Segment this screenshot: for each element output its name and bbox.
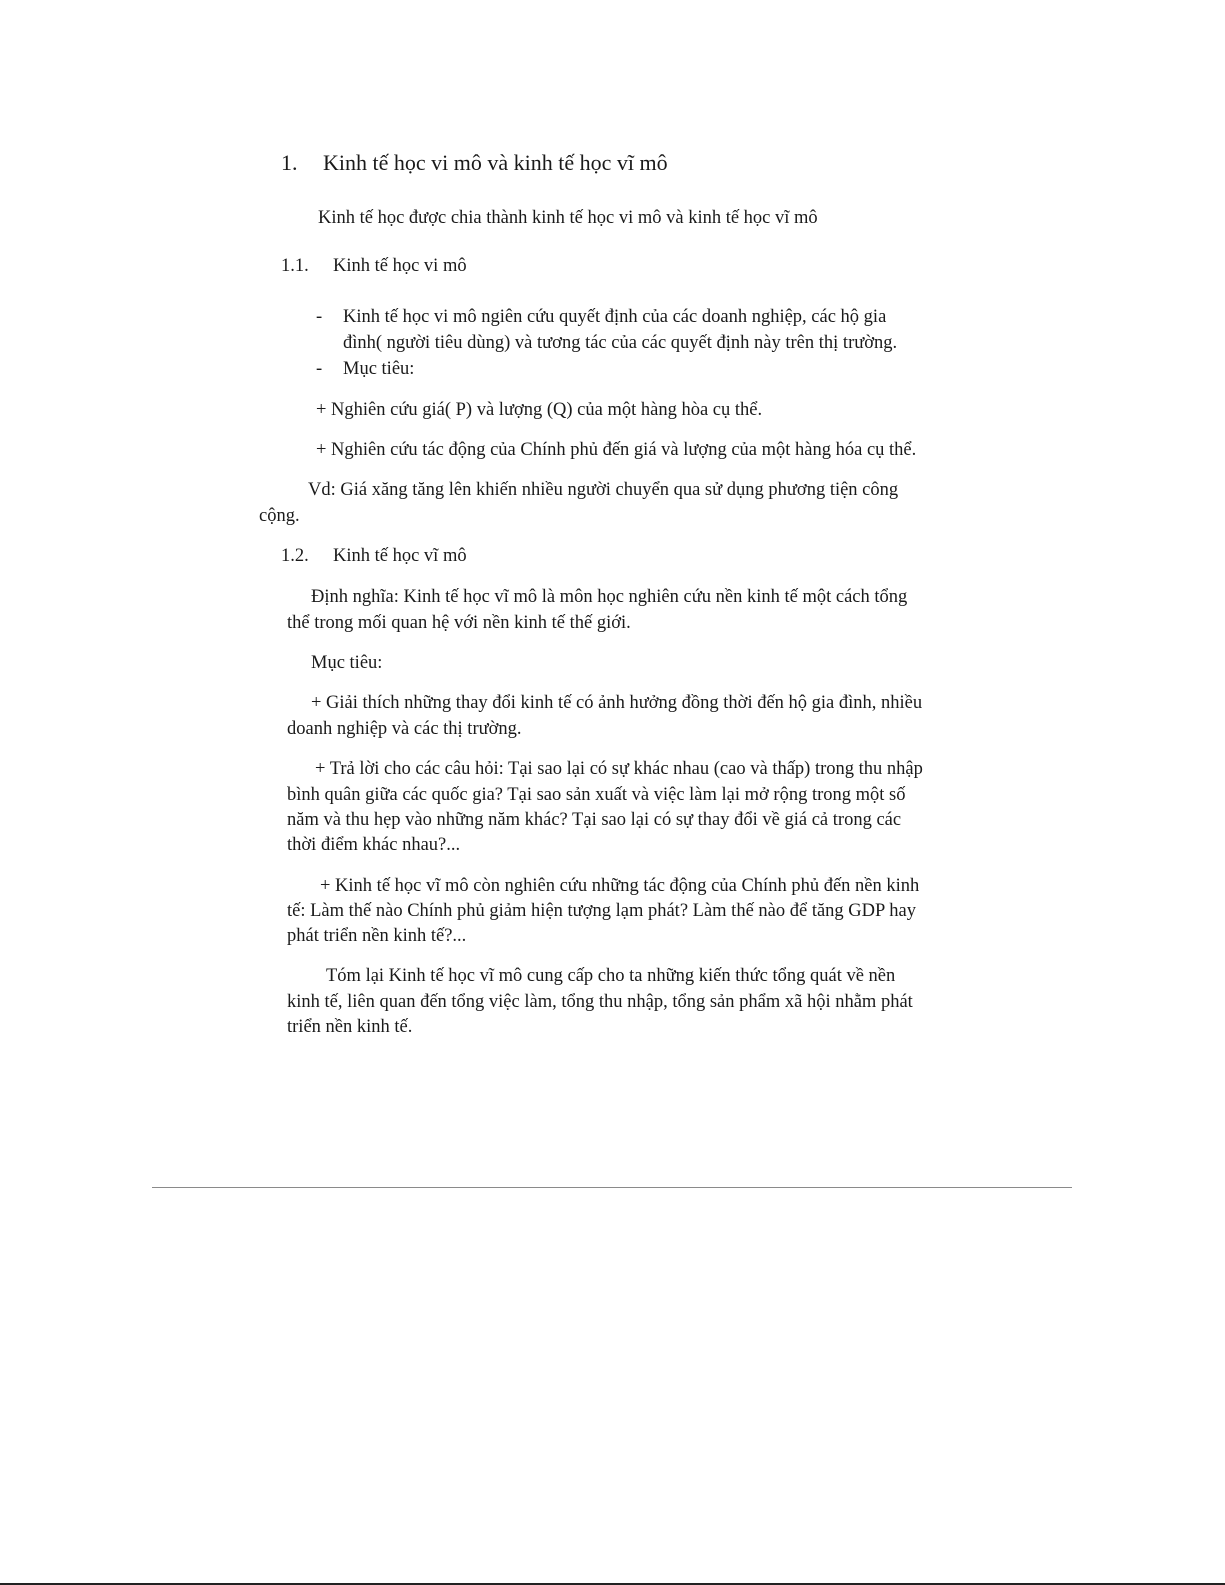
heading-1-text: Kinh tế học vi mô và kinh tế học vĩ mô [323, 150, 668, 175]
bullet-mark-1: - [316, 307, 323, 327]
macro-goal-2-line-2: bình quân giữa các quốc gia? Tại sao sản xuất và việc làm lại mở rộng trong một số [287, 785, 906, 805]
macro-goal-3-line-1: + Kinh tế học vĩ mô còn nghiên cứu những tác động của Chính phủ đến nền kinh [320, 876, 920, 896]
example-line-2: cộng. [259, 506, 300, 526]
macro-goals-label: Mục tiêu: [311, 653, 383, 673]
macro-goal-2-line-4: thời điểm khác nhau?... [287, 835, 461, 855]
section-1-2-title: Kinh tế học vĩ mô [333, 546, 467, 566]
heading-1 [281, 148, 668, 178]
bullet-mark-2: - [316, 359, 323, 379]
bullet-1-line-2: đình( người tiêu dùng) và tương tác của các quyết định này trên thị trường. [343, 333, 898, 353]
definition-line-2: thể trong mối quan hệ với nền kinh tế thế giới. [287, 613, 631, 633]
macro-goal-2-line-3: năm và thu hẹp vào những năm khác? Tại sao lại có sự thay đổi về giá cả trong các [287, 810, 902, 830]
section-1-1-number: 1.1. [281, 256, 309, 276]
macro-goal-1-line-2: doanh nghiệp và các thị trường. [287, 719, 522, 739]
section-1-2-heading [281, 543, 467, 569]
summary-line-1: Tóm lại Kinh tế học vĩ mô cung cấp cho ta những kiến thức tổng quát về nền [326, 966, 896, 986]
page-separator [152, 1187, 1072, 1188]
macro-goal-3-line-3: phát triển nền kinh tế?... [287, 926, 467, 946]
macro-goal-2-line-1: + Trả lời cho các câu hỏi: Tại sao lại có sự khác nhau (cao và thấp) trong thu nhập [315, 759, 923, 779]
micro-goal-2: + Nghiên cứu tác động của Chính phủ đến giá và lượng của một hàng hóa cụ thể. [316, 440, 917, 460]
bullet-2: Mục tiêu: [343, 359, 415, 379]
summary-line-2: kinh tế, liên quan đến tổng việc làm, tổng thu nhập, tổng sản phẩm xã hội nhằm phát [287, 992, 913, 1012]
section-1-1-title: Kinh tế học vi mô [333, 256, 467, 276]
bullet-1-line-1: Kinh tế học vi mô ngiên cứu quyết định của các doanh nghiệp, các hộ gia [343, 307, 887, 327]
definition-line-1: Định nghĩa: Kinh tế học vĩ mô là môn học nghiên cứu nền kinh tế một cách tổng [311, 587, 908, 607]
intro-paragraph: Kinh tế học được chia thành kinh tế học vi mô và kinh tế học vĩ mô [318, 208, 818, 228]
heading-1-number: 1. [281, 150, 298, 175]
macro-goal-3-line-2: tế: Làm thế nào Chính phủ giảm hiện tượng lạm phát? Làm thế nào để tăng GDP hay [287, 901, 916, 921]
summary-line-3: triển nền kinh tế. [287, 1017, 413, 1037]
example-line-1: Vd: Giá xăng tăng lên khiến nhiều người chuyển qua sử dụng phương tiện công [308, 480, 899, 500]
macro-goal-1-line-1: + Giải thích những thay đổi kinh tế có ảnh hưởng đồng thời đến hộ gia đình, nhiều [311, 693, 923, 713]
section-1-1-heading [281, 253, 467, 279]
micro-goal-1: + Nghiên cứu giá( P) và lượng (Q) của một hàng hòa cụ thể. [316, 400, 763, 420]
section-1-2-number: 1.2. [281, 546, 309, 566]
